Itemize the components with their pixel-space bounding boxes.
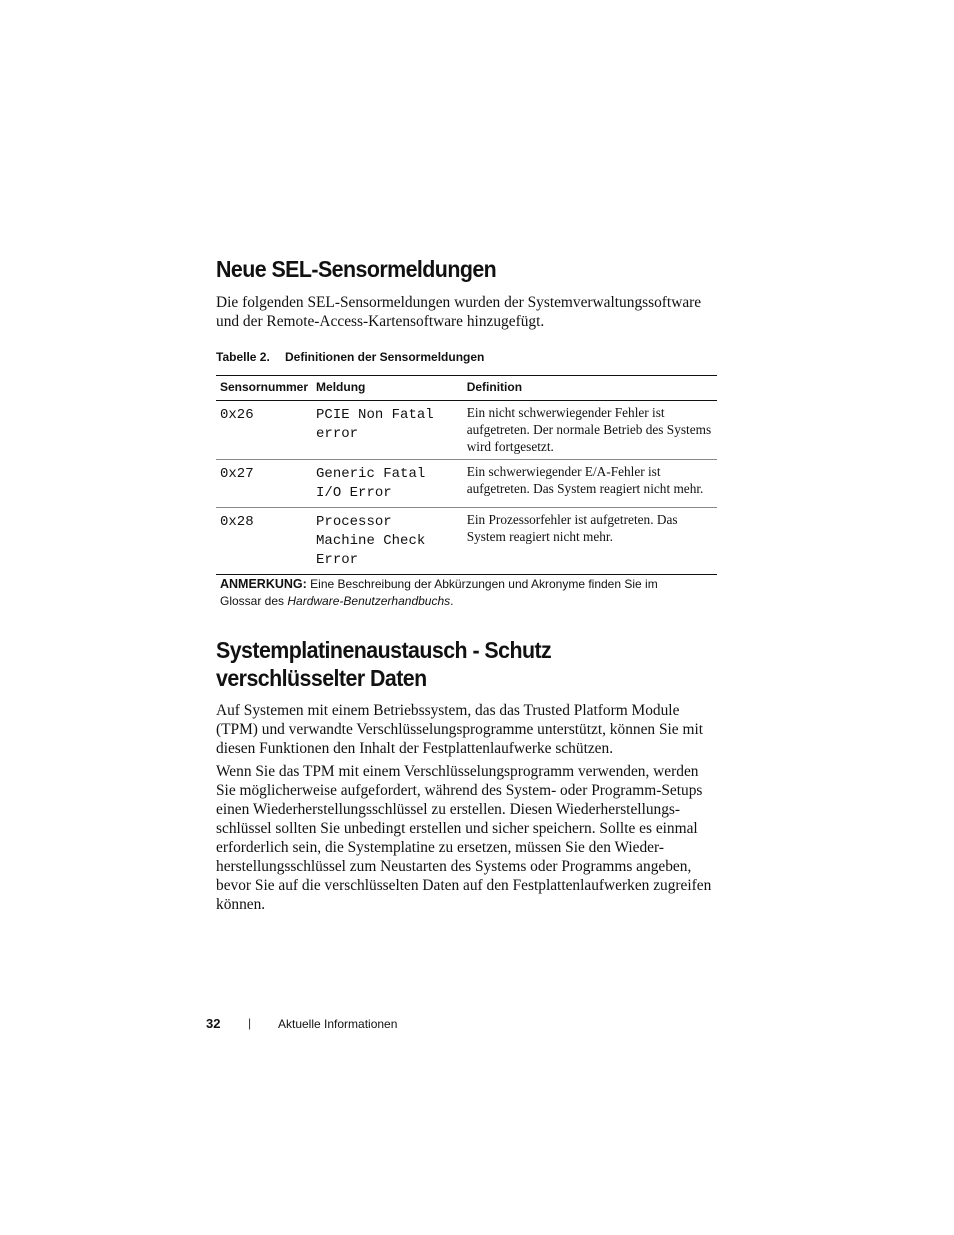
sensor-definition: Ein nicht schwerwiegender Fehler ist aufgetreten. Der normale Betrieb des Systems wird fortgesetzt.: [463, 401, 717, 460]
section-heading-line1: Systemplatinenaustausch - Schutz: [216, 637, 552, 663]
section-intro: Die folgenden SEL-Sensormeldungen wurden der Systemverwaltungssoftware und der Remote-Access-Kartensoftware hinzugefügt.: [216, 294, 702, 330]
sensor-message: Generic Fatal I/O Error: [312, 460, 463, 508]
note-text-end: .: [450, 594, 454, 608]
footer-title: Aktuelle Informationen: [278, 1017, 398, 1031]
page-content: [216, 255, 717, 914]
column-header-message: Meldung: [312, 376, 463, 401]
table-row: [216, 460, 717, 508]
table-caption: [216, 349, 717, 365]
note-box: [216, 576, 680, 610]
table-row: [216, 401, 717, 460]
sensor-message: PCIE Non Fatal error: [312, 401, 463, 460]
sensor-definition: Ein Prozessorfehler ist aufgetreten. Das System reagiert nicht mehr.: [463, 508, 717, 575]
paragraph-recovery-key: Wenn Sie das TPM mit einem Verschlüsselungsprogramm verwenden, werden Sie möglicherweise aufgefordert, während des System- oder Programm-Setups einen Wiederherstellungsschlüssel zu erstellen. Diesen Wiederherstellungs-schlüssel sollten Sie unbedingt erstellen und sicher speichern. Sollte es einmal erforderlich sein, die Systemplatine zu ersetzen, müssen Sie den Wieder-herstellungsschlüssel zum Neustarten des Systems oder Programms angeben, bevor Sie auf die verschlüsselten Daten auf den Festplattenlaufwerken zugreifen können.: [216, 763, 712, 913]
section-heading-sel: Neue SEL-Sensormeldungen: [216, 256, 497, 282]
sensor-number: 0x26: [216, 401, 312, 460]
note-label: ANMERKUNG:: [220, 577, 307, 591]
note-text: Eine Beschreibung der Abkürzungen und Akronyme finden Sie im Glossar des: [220, 577, 658, 608]
section-heading-board: [216, 636, 682, 692]
page-number: 32: [206, 1016, 221, 1031]
sensor-table: [216, 375, 717, 575]
table-header-row: [216, 376, 717, 401]
table-row: [216, 508, 717, 575]
section-heading-line2: verschlüsselter Daten: [216, 665, 427, 691]
footer-separator: |: [248, 1016, 252, 1030]
table-caption-label: Tabelle 2.: [216, 350, 270, 364]
column-header-number: Sensornummer: [216, 376, 312, 401]
sensor-number: 0x28: [216, 508, 312, 575]
note-book-title: Hardware-Benutzerhandbuchs: [287, 594, 451, 608]
sensor-message: Processor Machine Check Error: [312, 508, 463, 575]
sensor-number: 0x27: [216, 460, 312, 508]
sensor-definition: Ein schwerwiegender E/A-Fehler ist aufgetreten. Das System reagiert nicht mehr.: [463, 460, 717, 508]
paragraph-tpm: Auf Systemen mit einem Betriebssystem, das das Trusted Platform Module (TPM) und verwandte Verschlüsselungsprogramme unterstützt, können Sie mit diesen Funktionen den Inhalt der Festplattenlaufwerke schützen.: [216, 702, 703, 757]
table-caption-title: Definitionen der Sensormeldungen: [285, 350, 485, 364]
column-header-definition: Definition: [463, 376, 717, 401]
